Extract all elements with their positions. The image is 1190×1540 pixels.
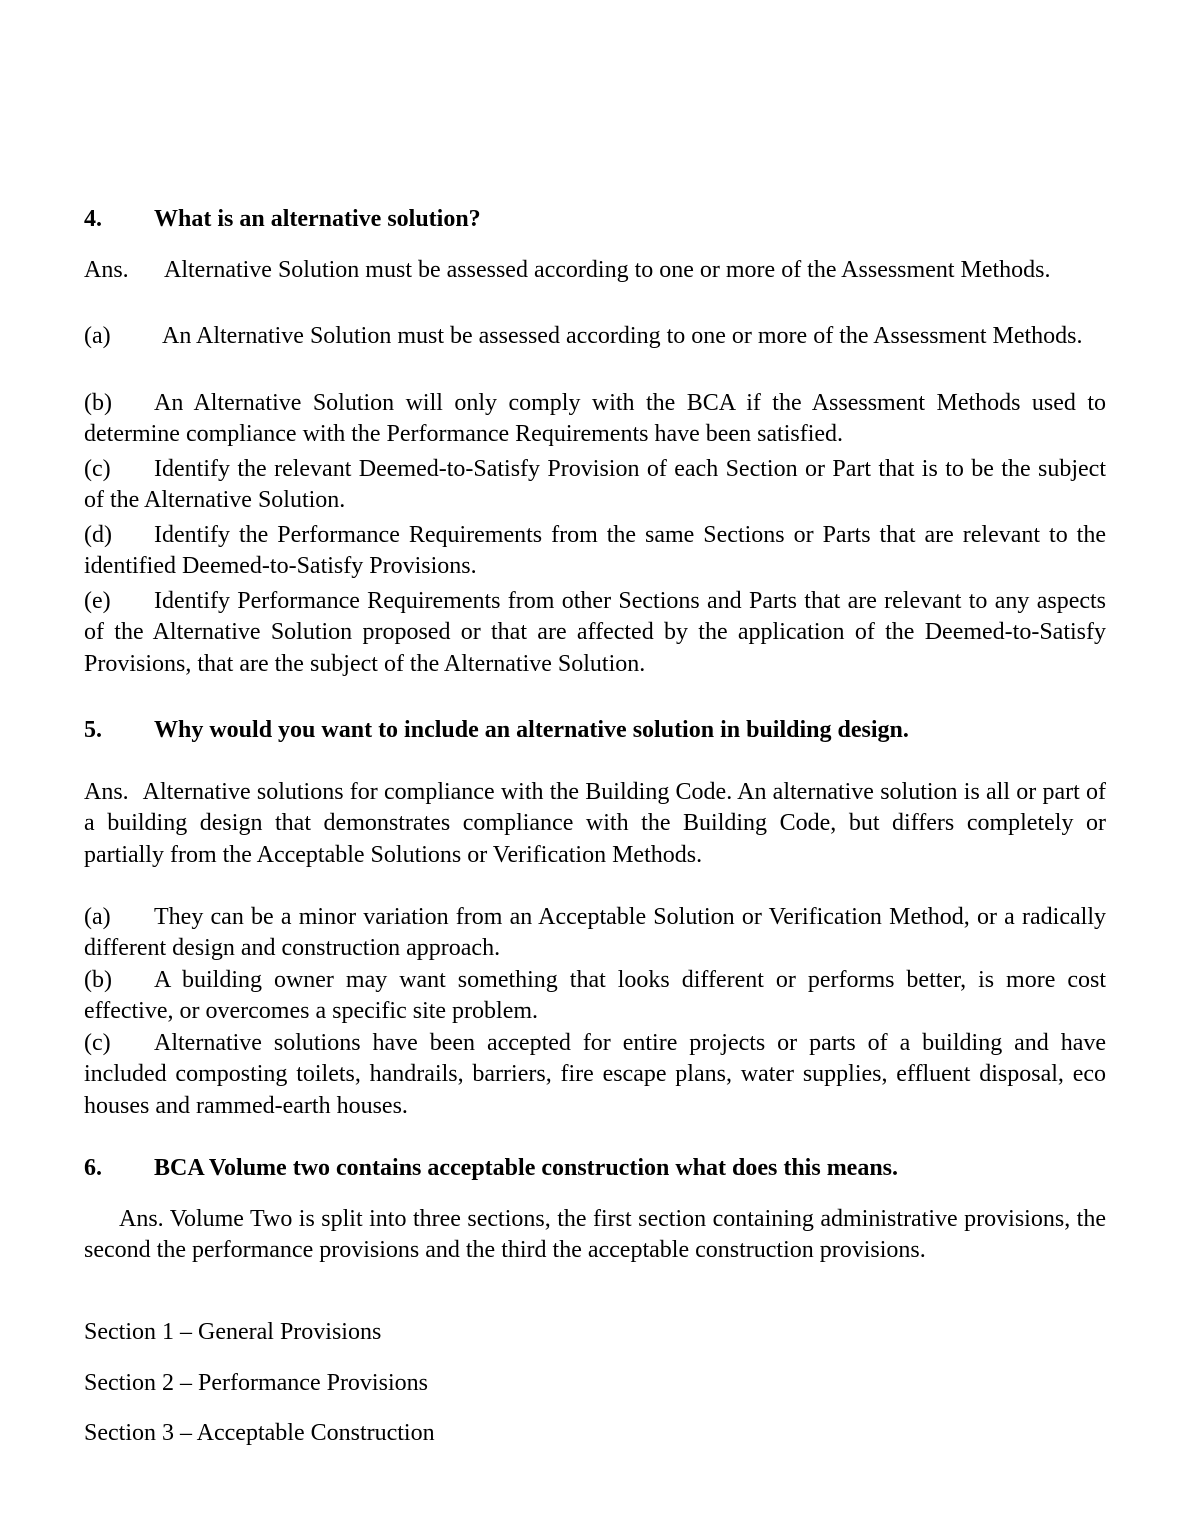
q4-item-a: [84, 321, 1106, 352]
q4-item-e: [84, 586, 1106, 680]
q5-item-c: [84, 1028, 1106, 1122]
q5-item-b: [84, 965, 1106, 1028]
item-label: (b): [84, 967, 112, 993]
item-text: Identify the relevant Deemed-to-Satisfy Provision of each Section or Part that is to be the subject of the Alternative Solution.: [84, 456, 1106, 514]
q4-item-d: [84, 520, 1106, 583]
item-label: (d): [84, 522, 112, 548]
item-text: An Alternative Solution must be assessed according to one or more of the Assessment Methods.: [162, 323, 1083, 349]
question-number: 4.: [84, 206, 102, 232]
item-text: Alternative solutions have been accepted for entire projects or parts of a building and have included composting toilets, handrails, barriers, fire escape plans, water supplies, effluent disposal, eco houses and rammed-earth houses.: [84, 1030, 1106, 1119]
answer-label: Ans.: [84, 257, 129, 283]
item-label: (a): [84, 904, 111, 930]
q4-item-c: [84, 454, 1106, 517]
section-item: Section 1 – General Provisions: [84, 1319, 382, 1345]
question-number: 5.: [84, 717, 102, 743]
question-number: 6.: [84, 1155, 102, 1181]
item-label: (a): [84, 323, 111, 349]
answer-text: Alternative Solution must be assessed according to one or more of the Assessment Methods.: [164, 257, 1051, 283]
q4-item-b: [84, 388, 1106, 451]
q5-item-a: [84, 902, 1106, 965]
q6-answer: [84, 1204, 1106, 1267]
item-label: (b): [84, 390, 112, 416]
question-title: Why would you want to include an alternative solution in building design.: [154, 717, 909, 743]
answer-label: Ans.: [84, 779, 129, 805]
question-title: What is an alternative solution?: [154, 206, 481, 232]
item-text: A building owner may want something that looks different or performs better, is more cost effective, or overcomes a specific site problem.: [84, 967, 1106, 1025]
section-item: Section 3 – Acceptable Construction: [84, 1420, 435, 1446]
item-text: They can be a minor variation from an Acceptable Solution or Verification Method, or a radically different design and construction approach.: [84, 904, 1106, 962]
item-text: Identify the Performance Requirements from the same Sections or Parts that are relevant to the identified Deemed-to-Satisfy Provisions.: [84, 522, 1106, 580]
item-label: (c): [84, 456, 111, 482]
question-title: BCA Volume two contains acceptable construction what does this means.: [154, 1155, 899, 1181]
item-text: An Alternative Solution will only comply with the BCA if the Assessment Methods used to determine compliance with the Performance Requirements have been satisfied.: [84, 390, 1106, 448]
item-text: Identify Performance Requirements from other Sections and Parts that are relevant to any aspects of the Alternative Solution proposed or that are affected by the application of the Deemed-to-Satisfy Provisions, that are the subject of the Alternative Solution.: [84, 588, 1106, 677]
answer-text: Alternative solutions for compliance with the Building Code. An alternative solution is all or part of a building design that demonstrates compliance with the Building Code, but differs completely or partially from the Acceptable Solutions or Verification Methods.: [84, 779, 1106, 868]
item-label: (c): [84, 1030, 111, 1056]
q5-answer: [84, 777, 1106, 871]
section-item: Section 2 – Performance Provisions: [84, 1370, 428, 1396]
question-6-heading: [84, 1153, 1106, 1184]
q4-answer: [84, 255, 1106, 286]
answer-text: Ans. Volume Two is split into three sections, the first section containing administrative provisions, the second the performance provisions and the third the acceptable construction provisions.: [84, 1206, 1106, 1264]
question-5-heading: [84, 715, 1106, 746]
question-4-heading: [84, 204, 1106, 235]
item-label: (e): [84, 588, 111, 614]
